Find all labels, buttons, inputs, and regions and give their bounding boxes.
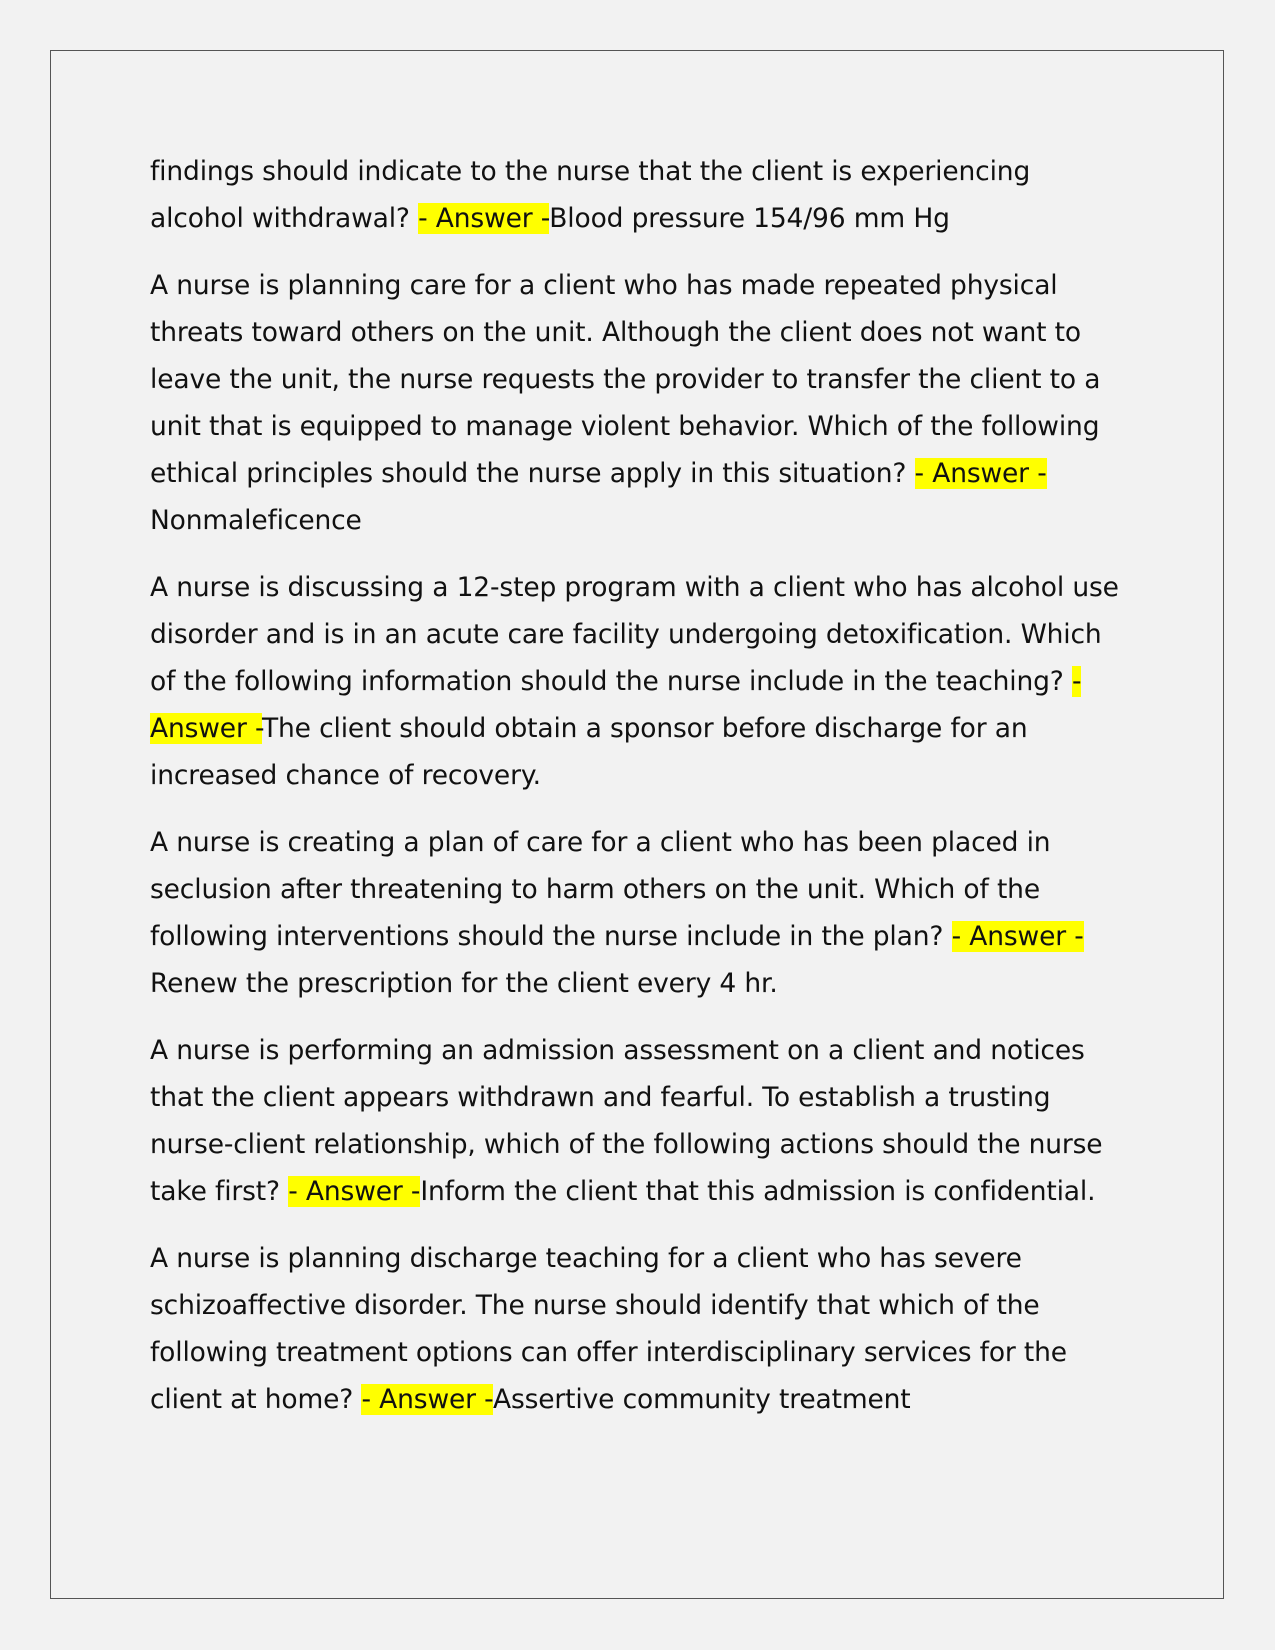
question-text: A nurse is planning care for a client who has made repeated physical threats toward others on the unit. Although the client does not want to leave the unit, the nurse requests the provider to transfer the client to a unit that is equipped to manage violent behavior. Which of the following ethical principles should the nurse apply in this situation? [150,270,1101,489]
question-text: A nurse is discussing a 12-step program with a client who has alcohol use disorder and is in an acute care facility undergoing detoxification. Which of the following information should the nurse include in the teaching? [150,572,1119,697]
qa-item-6 [150,1235,1130,1423]
answer-text: Renew the prescription for the client every 4 hr. [150,968,778,999]
answer-marker-highlight: - Answer - [150,666,1082,744]
qa-item-2 [150,262,1130,544]
answer-text: Assertive community treatment [492,1384,911,1415]
answer-marker-highlight: - Answer - [914,458,1047,489]
question-text: A nurse is planning discharge teaching for a client who has severe schizoaffective disorder. The nurse should identify that which of the following treatment options can offer interdisciplinary services for the client at home? [150,1243,1067,1415]
answer-marker-highlight: - Answer - [951,921,1084,952]
answer-text: Inform the client that this admission is confidential. [420,1176,1096,1207]
qa-item-4 [150,819,1130,1007]
document-body [150,148,1130,1443]
question-text: A nurse is performing an admission assessment on a client and notices that the client appears withdrawn and fearful. To establish a trusting nurse-client relationship, which of the following actions should the nurse take first? [150,1035,1103,1207]
answer-text: Nonmaleficence [150,505,362,536]
qa-item-1 [150,148,1130,242]
answer-marker-highlight: - Answer - [288,1176,421,1207]
question-text: findings should indicate to the nurse that the client is experiencing alcohol withdrawal? [150,156,1031,234]
qa-item-5 [150,1027,1130,1215]
answer-text: Blood pressure 154/96 mm Hg [549,203,950,234]
qa-item-3 [150,564,1130,799]
answer-marker-highlight: - Answer - [418,203,550,234]
answer-marker-highlight: - Answer - [361,1384,493,1415]
answer-text: The client should obtain a sponsor before discharge for an increased chance of recovery. [150,713,1028,791]
question-text: A nurse is creating a plan of care for a client who has been placed in seclusion after threatening to harm others on the unit. Which of the following interventions should the nurse include in the plan? [150,827,1051,952]
